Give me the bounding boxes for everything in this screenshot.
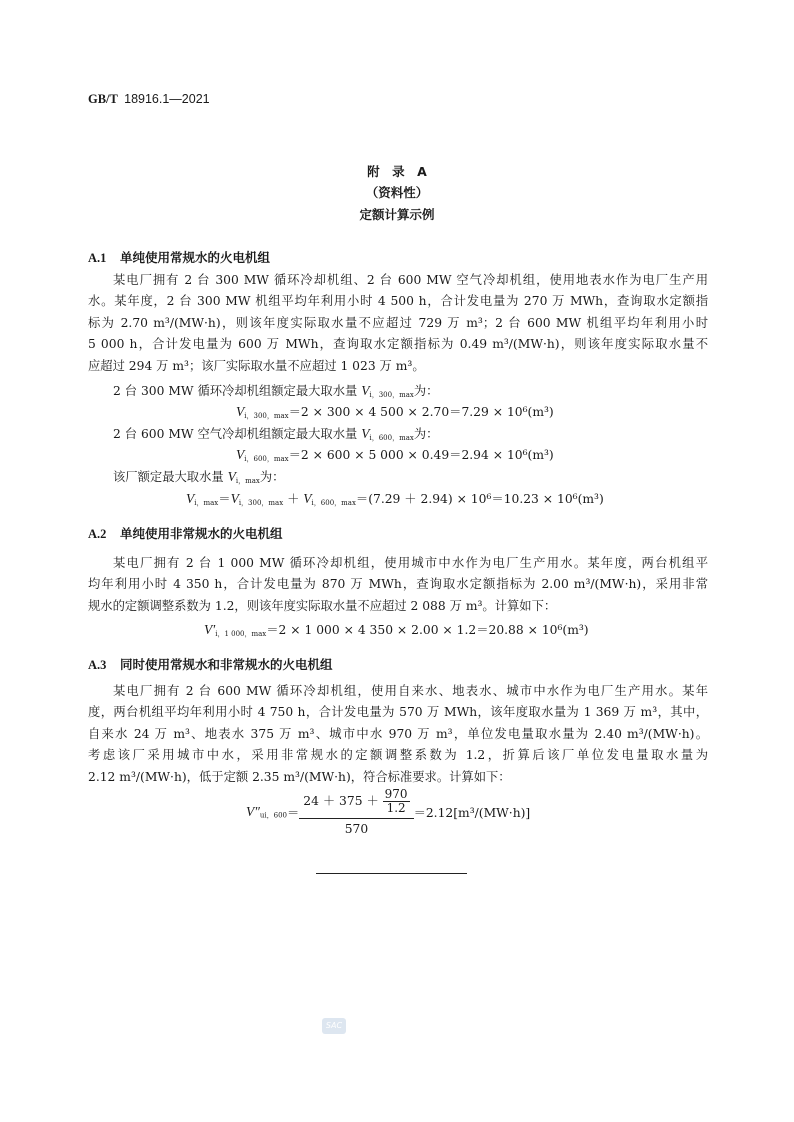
text-line: 标为 2.70 m³/(MW·h)，则该年度实际取水量不应超过 729 万 m³；2 台 600 MW 机组平均年利用小时 [88, 315, 708, 330]
variable: V′ [204, 622, 216, 637]
section-title: 单纯使用常规水的火电机组 [120, 250, 271, 265]
subscript: ui，600 [259, 811, 287, 820]
text-line: 考虑该厂采用城市中水，采用非常规水的定额调整系数为 1.2，折算后该厂单位发电量取水量为 [88, 748, 708, 763]
text-line: 度，两台机组平均年利用小时 4 750 h，合计发电量为 570 万 MWh，该年度取水量为 1 369 万 m³，其中， [88, 705, 708, 720]
annex-name: 定额计算示例 [359, 207, 435, 222]
subscript: i，max [235, 477, 260, 485]
expression: ＝(7.29 ＋ 2.94) × 10⁶＝10.23 × 10⁶(m³) [355, 492, 604, 506]
annex-nature: （资料性） [365, 185, 429, 200]
section-title: 同时使用常规水和非常规水的火电机组 [120, 657, 333, 672]
text: 为： [259, 470, 285, 484]
section-number: A.3 [88, 658, 107, 672]
equation-a3 [246, 788, 530, 836]
subscript: i，600，max [244, 455, 289, 463]
variable: V [303, 491, 312, 506]
subscript: i，max [194, 499, 219, 507]
text-line: 应超过 294 万 m³；该厂实际取水量不应超过 1 023 万 m³。 [88, 358, 425, 373]
intro-line-total [113, 467, 284, 486]
text-line: 均年利用小时 4 350 h，合计发电量为 870 万 MWh，查询取水定额指标为 2.00 m³/(MW·h)，采用非常 [88, 577, 708, 592]
subscript: i，300，max [238, 499, 284, 507]
text-line: 某电厂拥有 2 台 300 MW 循环冷却机组、2 台 600 MW 空气冷却机组，使用地表水作为电厂生产用 [113, 273, 708, 287]
standard-year: 18916.1—2021 [124, 92, 210, 106]
variable: V [230, 491, 239, 506]
subscript: i，600，max [369, 434, 414, 442]
subscript: i，300，max [369, 391, 414, 399]
variable: V″ [246, 804, 260, 819]
inner-fraction [383, 788, 410, 815]
equation-600 [236, 445, 554, 464]
section-a2-heading [88, 524, 283, 542]
text-line: 某电厂拥有 2 台 1 000 MW 循环冷却机组，使用城市中水作为电厂生产用水。某年度，两台机组平 [113, 556, 708, 570]
watermark-logo: SAC [322, 1018, 346, 1034]
operator: ＝ [286, 806, 300, 820]
equation-total [186, 489, 604, 508]
text: 为： [413, 384, 439, 398]
text-line: 水。某年度，2 台 300 MW 机组平均年利用小时 4 500 h，合计发电量为 270 万 MWh，查询取水定额指 [88, 294, 708, 309]
text: 为： [413, 427, 439, 441]
text-line: 某电厂拥有 2 台 600 MW 循环冷却机组，使用自来水、地表水、城市中水作为电厂生产用水。某年 [113, 684, 708, 698]
subscript: i，600，max [311, 499, 356, 507]
variable: V [227, 469, 236, 484]
variable: V [361, 383, 370, 398]
variable: V [236, 404, 245, 419]
standard-number [88, 92, 210, 107]
fraction [299, 788, 413, 836]
inner-denominator: 1.2 [386, 801, 406, 815]
operator: ＝ [218, 492, 231, 506]
variable: V [236, 447, 245, 462]
text: 2 台 600 MW 空气冷却机组额定最大取水量 [113, 427, 362, 441]
section-a3-paragraph [88, 681, 708, 788]
section-title: 单纯使用非常规水的火电机组 [120, 526, 283, 541]
variable: V [186, 491, 195, 506]
section-a1-paragraph [88, 270, 708, 377]
numerator [299, 788, 413, 819]
text-line: 5 000 h，合计发电量为 600 万 MWh，查询取水定额指标为 0.49 m³/(MW·h)，则该年度实际取水量不 [88, 337, 708, 352]
subscript: i，1 000，max [215, 630, 267, 638]
subscript: i，300，max [244, 412, 289, 420]
inner-numerator: 970 [384, 787, 408, 801]
equation-300 [236, 402, 554, 421]
text: 该厂额定最大取水量 [113, 470, 228, 484]
section-a3-heading [88, 655, 333, 673]
intro-line-600 [113, 424, 438, 443]
text-line: 自来水 24 万 m³、地表水 375 万 m³、城市中水 970 万 m³，单位发电量取水量为 2.40 m³/(MW·h)。 [88, 726, 708, 741]
section-number: A.2 [88, 527, 107, 541]
end-rule [316, 873, 467, 874]
expression: ＝2 × 1 000 × 4 350 × 2.00 × 1.2＝20.88 × 10⁶(m³) [266, 623, 589, 637]
expression: 24 ＋ 375 ＋ [303, 794, 383, 808]
denominator: 570 [344, 822, 369, 836]
text: 2 台 300 MW 循环冷却机组额定最大取水量 [113, 384, 362, 398]
annex-title: 附 录 A [367, 164, 427, 179]
expression: ＝2 × 600 × 5 000 × 0.49＝2.94 × 10⁶(m³) [288, 448, 554, 462]
section-a1-heading [88, 248, 270, 266]
variable: V [361, 426, 370, 441]
text-line: 2.12 m³/(MW·h)，低于定额 2.35 m³/(MW·h)，符合标准要求。计算如下： [88, 769, 511, 784]
standard-code: GB/T [88, 92, 118, 106]
section-a2-paragraph [88, 553, 708, 617]
equation-a2 [204, 620, 589, 639]
intro-line-300 [113, 381, 438, 400]
expression: ＝2.12[m³/(MW·h)] [413, 806, 531, 820]
text-line: 规水的定额调整系数为 1.2，则该年度实际取水量不应超过 2 088 万 m³。计算如下： [88, 598, 557, 613]
operator: ＋ [283, 492, 304, 506]
expression: ＝2 × 300 × 4 500 × 2.70＝7.29 × 10⁶(m³) [288, 405, 554, 419]
section-number: A.1 [88, 251, 107, 265]
